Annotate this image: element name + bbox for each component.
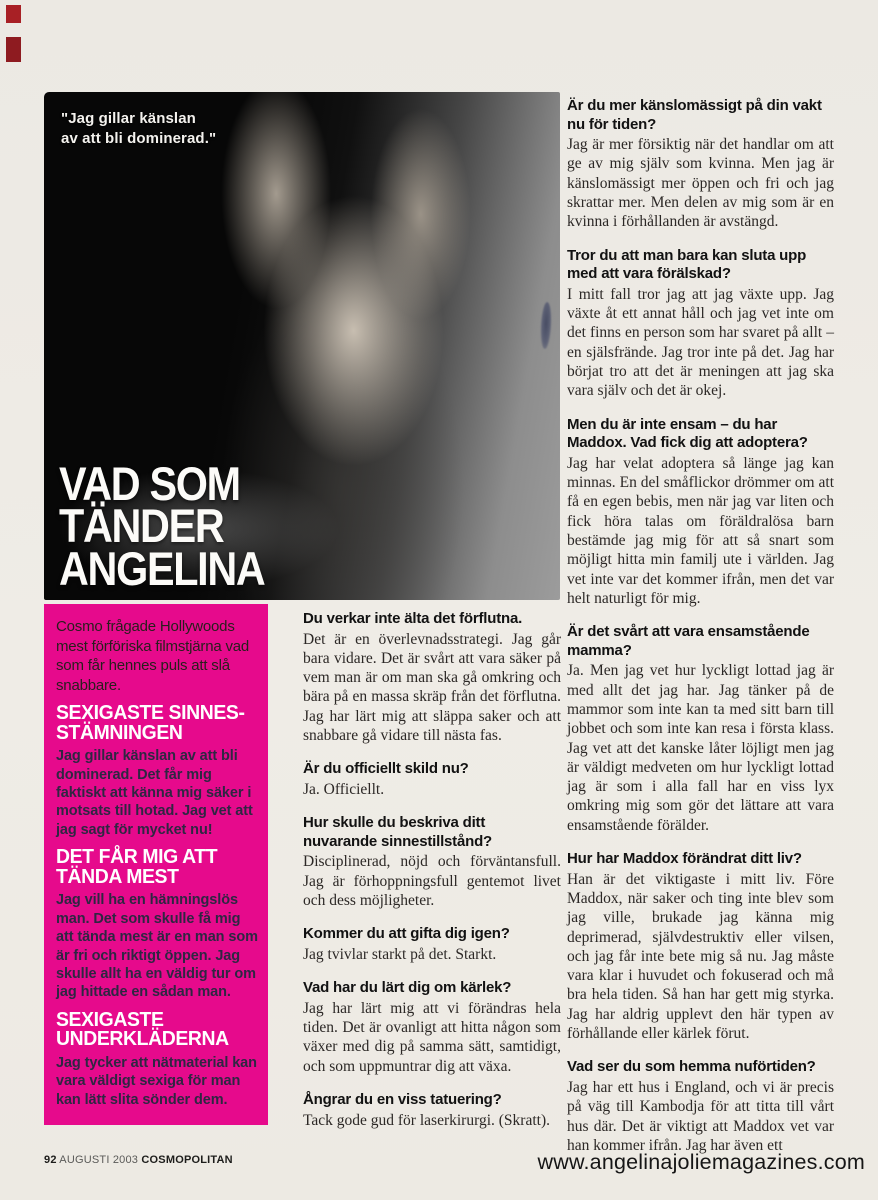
article-title-line: ANGELINA (59, 541, 265, 595)
question: Är du mer känslomässigt på din vakt nu för tiden? (567, 97, 822, 133)
sidebar-body: Jag vill ha en hämningslös man. Det som skulle få mig att tända mest är en man som är fri och riktigt öppen. Jag skulle allt ha en väldig tur om jag hittade en sådan man. (56, 892, 258, 1001)
answer: Jag har ett hus i England, och vi är precis på väg till Kambodja för att titta till vårt hus där. Det är viktigt att Maddox vet var han kommer ifrån. Jag har även ett (567, 1078, 834, 1154)
watermark-url: www.angelinajoliemagazines.com (537, 1150, 865, 1174)
question: Men du är inte ensam – du har Maddox. Vad fick dig att adoptera? (567, 415, 808, 452)
question: Vad ser du som hemma nuförtiden? (567, 1058, 816, 1076)
question: Tror du att man bara kan sluta upp med att vara förälskad? (567, 246, 807, 283)
photo-quote-line: av att bli dominerad." (61, 129, 217, 147)
question: Är det svårt att vara ensamstående mamma? (567, 623, 810, 659)
qa-block (303, 610, 561, 745)
qa-block (303, 979, 561, 1076)
question: Kommer du att gifta dig igen? (303, 925, 510, 943)
question: Hur skulle du beskriva ditt nuvarande sinnestillstånd? (303, 814, 493, 850)
interview-column-right (567, 97, 834, 1170)
magazine-name: COSMOPOLITAN (141, 1154, 233, 1166)
question: Du verkar inte älta det förflutna. (303, 610, 523, 627)
sidebar-body: Jag gillar känslan av att bli dominerad. Det får mig faktiskt att känna mig säker i motsats till hotad. Jag vet att jag sagt för mycket nu! (56, 748, 253, 838)
answer: Tack gode gud för laserkirurgi. (Skratt). (303, 1111, 550, 1129)
answer: Jag har velat adoptera så länge jag kan minnas. En del småflickor drömmer om att få en egen bebis, men när jag var liten och fick höra talas om föräldralösa barn bestämde jag mig för att så snart som möjligt hitta min familj ute i världen. Jag vet inte var det kommer ifrån, men det var helt naturligt för mig. (567, 454, 834, 607)
article-title-line: VAD SOM (59, 457, 240, 511)
pink-sidebar-box (44, 604, 268, 1125)
answer: Han är det viktigaste i mitt liv. Före Maddox, när saker och ting inte blev som jag ville, brukade jag känna mig deprimerad, självdestruktiv eller vilsen, och jag får inte bete mig så nu. Jag måste vara klar i huvudet och fokuserad och må bra hela tiden. Så han har gett mig styrka. Jag har aldrig upplevt den här typen av förhållande eller kärlek förut. (567, 870, 834, 1043)
question: Hur har Maddox förändrat ditt liv? (567, 850, 802, 868)
answer: Jag är mer försiktig när det handlar om att ge av mig själv som kvinna. Men jag är känslomässigt mer öppen och fri och jag skrattar mer. Men delen av mig som är en kvinna i förhållanden är avstängd. (567, 136, 834, 231)
qa-block (303, 925, 561, 964)
qa-block (567, 1058, 834, 1155)
sidebar-heading-line: SEXIGASTE (56, 1008, 164, 1031)
photo-quote (61, 109, 216, 148)
sidebar-heading (56, 848, 252, 887)
page-number: 92 (44, 1154, 57, 1166)
scan-registration-mark (6, 37, 21, 62)
qa-block (567, 850, 834, 1043)
answer: Det är en överlevnadsstrategi. Jag går bara vidare. Det är svårt att vara säker på vem man är om man ska gå omkring och bära på en massa skräp från det förflutna. Jag har lärt mig att släppa saker och att snabbare gå vidare till nästa fas. (303, 630, 561, 745)
sidebar-body: Jag tycker att nätmaterial kan vara väldigt sexiga för man kan lätt slita sönder dem. (56, 1055, 257, 1108)
sidebar-intro: Cosmo frågade Hollywoods mest förföriska filmstjärna vad som får hennes puls att slå snabbare. (56, 618, 250, 694)
sidebar-heading-line: DET FÅR MIG ATT (56, 846, 218, 869)
answer: Disciplinerad, nöjd och förväntansfull. Jag är förhoppningsfull gentemot livet och dess möjligheter. (303, 853, 561, 910)
article-title-line: TÄNDER (59, 499, 224, 553)
question: Ångrar du en viss tatuering? (303, 1091, 502, 1109)
question: Är du officiellt skild nu? (303, 760, 469, 778)
scan-registration-mark (6, 5, 21, 23)
folio-line (44, 1154, 233, 1166)
qa-block (567, 416, 834, 609)
question: Vad har du lärt dig om kärlek? (303, 979, 512, 997)
qa-block (567, 247, 834, 401)
article-title (59, 457, 265, 595)
angelina-photo (44, 92, 560, 600)
qa-block (303, 1091, 561, 1130)
sidebar-heading-line: UNDERKLÄDERNA (56, 1028, 229, 1051)
qa-block (567, 97, 834, 232)
answer: Jag tvivlar starkt på det. Starkt. (303, 945, 497, 963)
answer: I mitt fall tror jag att jag växte upp. Jag växte åt ett annat håll och jag vet inte om det finns en person som har svaret på allt – en själsfrände. Jag tror inte på det. Jag har börjat tro att det är meningen att jag ska vara själv och det är okej. (567, 285, 834, 400)
qa-block (567, 623, 834, 835)
qa-block (303, 814, 561, 910)
issue-date: AUGUSTI 2003 (59, 1154, 139, 1166)
sidebar-heading-line: SEXIGASTE SINNES- (56, 702, 245, 724)
answer: Jag har lärt mig att vi förändras hela tiden. Det är ovanligt att hitta någon som växer med dig på samma sätt, samtidigt, och som uppmuntrar dig att växa. (303, 999, 561, 1075)
sidebar-heading (56, 704, 252, 743)
sidebar-heading-line: TÄNDA MEST (56, 865, 179, 888)
sidebar-heading (56, 1008, 252, 1051)
qa-block (303, 760, 561, 799)
answer: Ja. Officiellt. (303, 780, 385, 798)
photo-quote-line: "Jag gillar känslan (61, 110, 196, 127)
answer: Ja. Men jag vet hur lyckligt lottad jag är med allt det jag har. Jag tänker på de mammor som inte kan ta med sitt barn till jobbet och som inte kan resa i första klass. Jag vet att det kanske låter löjligt men jag är väldigt medveten om hur lyckligt lottad jag är som i alla fall har en viss lyx omkring mig som gör det lättare att vara ensamstående förälder. (567, 662, 834, 834)
interview-column-middle (303, 610, 561, 1145)
sidebar-heading-line: STÄMNINGEN (56, 721, 183, 744)
